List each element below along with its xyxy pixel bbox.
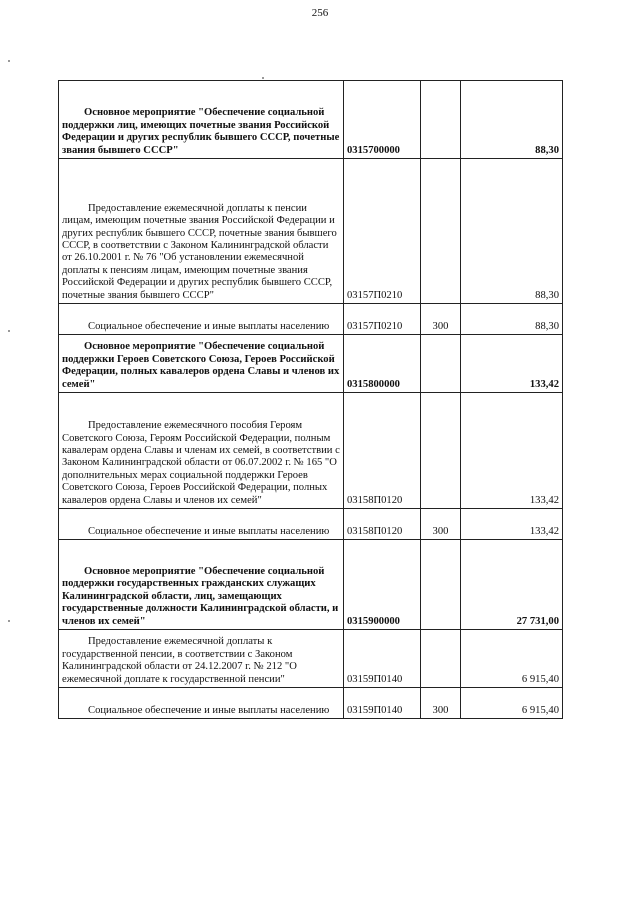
table-row bbox=[59, 335, 563, 393]
row-vr bbox=[421, 335, 461, 393]
page-number: 256 bbox=[311, 7, 329, 19]
row-name-cell bbox=[59, 540, 344, 630]
row-vr: 300 bbox=[421, 688, 461, 719]
row-code: 03157П0210 bbox=[344, 304, 421, 335]
row-vr: 300 bbox=[421, 509, 461, 540]
table-row bbox=[59, 630, 563, 688]
row-code: 03157П0210 bbox=[344, 159, 421, 304]
table-row bbox=[59, 304, 563, 335]
row-name: Предоставление ежемесячного пособия Героям Советского Союза, Героям Российской Федерации, полным кавалерам ордена Славы и членам их семей, в соответствии с Законом Калининградской области от 06.07.2002 г. № 165 "О дополнительных мерах социальной поддержки Героев Советского Союза, Героев Российской Федерации, полных кавалеров ордена Славы и членов их семей" bbox=[62, 420, 340, 506]
row-code: 0315900000 bbox=[344, 540, 421, 630]
row-name-cell bbox=[59, 688, 344, 719]
table-row bbox=[59, 81, 563, 159]
row-code: 0315700000 bbox=[344, 81, 421, 159]
scan-speck bbox=[8, 60, 10, 62]
row-sum: 133,42 bbox=[461, 335, 563, 393]
row-name-cell bbox=[59, 304, 344, 335]
table-row bbox=[59, 540, 563, 630]
row-name-cell bbox=[59, 509, 344, 540]
row-name: Основное мероприятие "Обеспечение социальной поддержки лиц, имеющих почетные звания Российской Федерации и других республик бывшего СССР, почетные звания бывшего СССР" bbox=[62, 107, 340, 156]
row-code: 03159П0140 bbox=[344, 688, 421, 719]
row-sum: 133,42 bbox=[461, 393, 563, 509]
row-code: 0315800000 bbox=[344, 335, 421, 393]
row-code: 03158П0120 bbox=[344, 393, 421, 509]
table-row bbox=[59, 509, 563, 540]
row-name: Основное мероприятие "Обеспечение социальной поддержки Героев Советского Союза, Героев Российской Федерации, полных кавалеров ордена Славы и членов их семей" bbox=[62, 341, 340, 390]
table-row bbox=[59, 688, 563, 719]
row-name: Социальное обеспечение и иные выплаты населению bbox=[88, 525, 330, 537]
scan-speck bbox=[8, 330, 10, 332]
row-vr bbox=[421, 540, 461, 630]
row-name-cell bbox=[59, 335, 344, 393]
row-name-cell bbox=[59, 81, 344, 159]
row-code: 03159П0140 bbox=[344, 630, 421, 688]
row-name: Социальное обеспечение и иные выплаты населению bbox=[88, 704, 330, 716]
row-name: Предоставление ежемесячной доплаты к пенсии лицам, имеющим почетные звания Российской Федерации и других республик бывшего СССР, почетные звания бывшего СССР, в соответствии с Законом Калининградской области от 26.10.2001 г. № 76 "Об установлении ежемесячной доплаты к пенсиям лицам, имеющим почетные звания Российской Федерации и других республик бывшего СССР, почетные звания бывшего СССР" bbox=[62, 202, 337, 301]
row-sum: 133,42 bbox=[461, 509, 563, 540]
scan-speck bbox=[8, 620, 10, 622]
row-sum: 88,30 bbox=[461, 304, 563, 335]
row-name-cell bbox=[59, 159, 344, 304]
row-name-cell bbox=[59, 393, 344, 509]
table-row bbox=[59, 159, 563, 304]
row-vr: 300 bbox=[421, 304, 461, 335]
scan-speck bbox=[262, 77, 264, 79]
row-vr bbox=[421, 159, 461, 304]
row-sum: 88,30 bbox=[461, 159, 563, 304]
row-code: 03158П0120 bbox=[344, 509, 421, 540]
row-vr bbox=[421, 81, 461, 159]
row-name: Социальное обеспечение и иные выплаты населению bbox=[88, 320, 330, 332]
row-name: Основное мероприятие "Обеспечение социальной поддержки государственных гражданских служащих Калининградской области, лиц, замещающих государственные должности Калининградской области, и членов их семей" bbox=[62, 565, 339, 627]
row-vr bbox=[421, 630, 461, 688]
budget-table bbox=[58, 80, 563, 719]
row-sum: 27 731,00 bbox=[461, 540, 563, 630]
row-sum: 6 915,40 bbox=[461, 630, 563, 688]
row-sum: 88,30 bbox=[461, 81, 563, 159]
row-vr bbox=[421, 393, 461, 509]
row-name-cell bbox=[59, 630, 344, 688]
row-name: Предоставление ежемесячной доплаты к государственной пенсии, в соответствии с Законом Калининградской области от 24.12.2007 г. № 212 "О ежемесячной доплате к государственной пенсии" bbox=[62, 636, 297, 685]
table-row bbox=[59, 393, 563, 509]
row-sum: 6 915,40 bbox=[461, 688, 563, 719]
